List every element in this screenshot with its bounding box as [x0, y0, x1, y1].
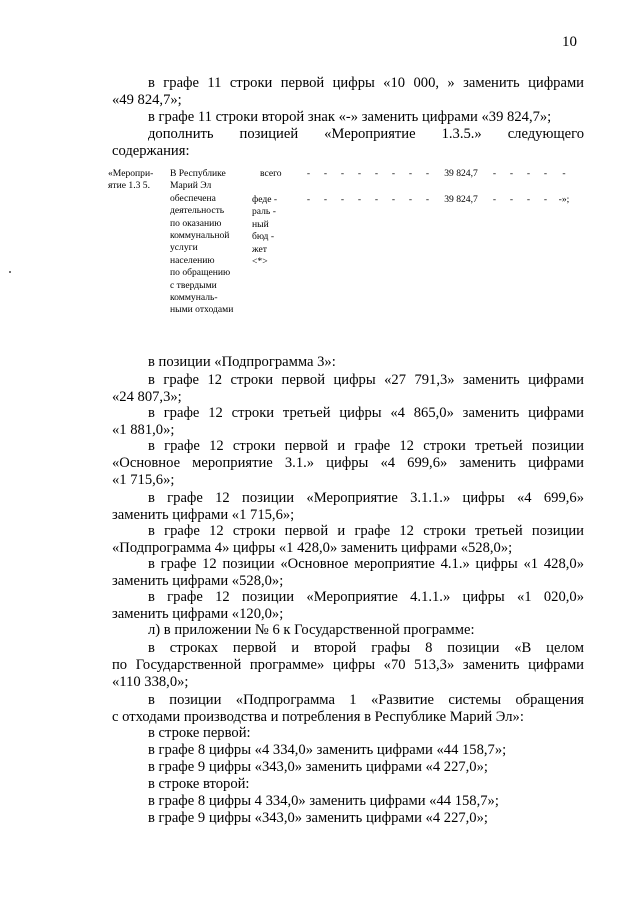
- paragraph-line: «Подпрограмма 4» цифры «1 428,0» заменить цифрами «528,0»;: [112, 540, 513, 556]
- paragraph-line: по Государственной программе» цифры «70 513,3» заменить цифрами: [112, 657, 584, 673]
- paragraph: [112, 640, 584, 691]
- table-cell-line: ятие 1.3 5.: [108, 180, 150, 192]
- table-cell-line: <*>: [252, 256, 268, 268]
- table-cell-line: деятельность: [170, 205, 225, 217]
- table-value-cell: -: [526, 168, 531, 179]
- paragraph-line: «1 715,6»;: [112, 472, 175, 488]
- paragraph: [112, 405, 584, 439]
- paragraph-line: в позиции «Подпрограмма 3»:: [148, 354, 336, 370]
- paragraph: [112, 776, 584, 793]
- paragraph: [112, 490, 584, 524]
- paragraph-line: заменить цифрами «528,0»;: [112, 573, 284, 589]
- paragraph: [112, 523, 584, 557]
- table-cell-line: Марий Эл: [170, 180, 212, 192]
- scan-dot: [9, 271, 11, 273]
- paragraph: [112, 589, 584, 623]
- paragraph-line: в позиции «Подпрограмма 1 «Развитие системы обращения: [148, 692, 584, 708]
- paragraph: [112, 372, 584, 406]
- table-cell-line: ными отходами: [170, 304, 234, 316]
- table-cell-line: по обращению: [170, 267, 231, 279]
- paragraph-line: в графе 8 цифры 4 334,0» заменить цифрами «44 158,7»;: [148, 793, 499, 809]
- table-value-cell: -: [562, 168, 566, 179]
- table-cell-line: жет: [252, 243, 267, 255]
- table-value-cell: -: [408, 168, 413, 179]
- table-cell-line: ный: [252, 218, 269, 230]
- table-value-cell: -: [374, 168, 379, 179]
- intro-line-3b: содержания:: [112, 143, 190, 159]
- table-cell-line: населению: [170, 254, 215, 266]
- paragraph: [112, 438, 584, 489]
- table-value-cell: -: [543, 168, 548, 179]
- table-value-cell: -: [374, 194, 379, 205]
- table-value-cell: -: [391, 168, 396, 179]
- table-value-cell: -: [509, 194, 514, 205]
- paragraph-line: в графе 12 строки третьей цифры «4 865,0» заменить цифрами: [148, 405, 584, 421]
- paragraph-line: «1 881,0»;: [112, 422, 175, 438]
- table-cell-line: с твердыми: [170, 279, 217, 291]
- paragraph: [112, 556, 584, 590]
- table-value-cell: -: [340, 194, 345, 205]
- paragraph-line: в графе 12 позиции «Мероприятие 4.1.1.» цифры «1 020,0»: [148, 589, 584, 605]
- intro-block: [112, 75, 584, 160]
- table-cell-line: обеспечена: [170, 192, 216, 204]
- table-value-cell: -: [357, 168, 362, 179]
- paragraph: [112, 742, 584, 759]
- paragraph-line: в графе 9 цифры «343,0» заменить цифрами «4 227,0»;: [148, 759, 488, 775]
- table-value-cell: 39 824,7: [444, 194, 478, 205]
- paragraph-line: в графе 12 строки первой и графе 12 строки третьей позиции: [148, 438, 584, 454]
- paragraph-line: в графе 12 строки первой цифры «27 791,3» заменить цифрами: [148, 372, 584, 388]
- intro-line-2: в графе 11 строки второй знак «-» заменить цифрами «39 824,7»;: [148, 109, 552, 125]
- table-cell-line: раль -: [252, 206, 276, 218]
- table-value-cell: -: [357, 194, 362, 205]
- paragraph: [112, 692, 584, 726]
- table-cell-line: услуги: [170, 242, 198, 254]
- table-value-cell: -: [509, 168, 514, 179]
- table-value-cell: 39 824,7: [444, 168, 478, 179]
- table-value-cell: -: [492, 168, 497, 179]
- table-value-cell: -»;: [558, 194, 570, 205]
- paragraph-line: в строках первой и второй графы 8 позиции «В целом: [148, 640, 584, 656]
- paragraph-line: в графе 12 строки первой и графе 12 строки третьей позиции: [148, 523, 584, 539]
- table-cell-line: коммуналь-: [170, 292, 218, 304]
- table-col-description: [170, 168, 250, 317]
- table-value-cell: -: [306, 194, 311, 205]
- table-value-cell: -: [340, 168, 345, 179]
- table-row2-values: [300, 194, 574, 205]
- table-row1-label: всего: [260, 168, 282, 179]
- table-value-cell: -: [425, 194, 430, 205]
- table-value-cell: -: [391, 194, 396, 205]
- table-value-cell: -: [492, 194, 497, 205]
- table-cell-line: коммунальной: [170, 230, 230, 242]
- page-number: 10: [562, 34, 577, 50]
- table-cell-line: феде -: [252, 194, 278, 205]
- table-value-cell: -: [323, 168, 328, 179]
- paragraph-line: с отходами производства и потребления в Республике Марий Эл»:: [112, 709, 524, 725]
- paragraph-line: «Основное мероприятие 3.1.» цифры «4 699,6» заменить цифрами: [112, 455, 584, 471]
- table-col-event: [108, 168, 166, 193]
- table-row1-values: [300, 168, 574, 179]
- table-cell-line: «Меропри-: [108, 168, 154, 179]
- paragraph-line: «110 338,0»;: [112, 674, 189, 690]
- intro-line-1: в графе 11 строки первой цифры «10 000, » заменить цифрами: [148, 75, 584, 91]
- paragraph-line: в строке второй:: [148, 776, 250, 792]
- paragraph-line: в строке первой:: [148, 725, 251, 741]
- paragraph: [112, 354, 584, 371]
- paragraph: [112, 622, 584, 639]
- table-cell-line: бюд -: [252, 231, 275, 243]
- table-value-cell: -: [425, 168, 430, 179]
- table-row2-label: [252, 194, 292, 268]
- paragraph-line: в графе 9 цифры «343,0» заменить цифрами «4 227,0»;: [148, 810, 488, 826]
- paragraph: [112, 725, 584, 742]
- table-value-cell: -: [323, 194, 328, 205]
- paragraph-line: в графе 8 цифры «4 334,0» заменить цифрами «44 158,7»;: [148, 742, 507, 758]
- intro-line-3: дополнить позицией «Мероприятие 1.3.5.» следующего: [148, 126, 584, 142]
- paragraph-line: «24 807,3»;: [112, 389, 182, 405]
- paragraph-line: в графе 12 позиции «Мероприятие 3.1.1.» цифры «4 699,6»: [148, 490, 584, 506]
- paragraph-line: в графе 12 позиции «Основное мероприятие 4.1.» цифры «1 428,0»: [148, 556, 584, 572]
- paragraph: [112, 810, 584, 827]
- paragraph-line: л) в приложении № 6 к Государственной программе:: [148, 622, 475, 638]
- table-value-cell: -: [526, 194, 531, 205]
- paragraph-line: заменить цифрами «1 715,6»;: [112, 507, 295, 523]
- table-value-cell: -: [543, 194, 548, 205]
- table-cell-line: по оказанию: [170, 217, 222, 229]
- paragraph-line: заменить цифрами «120,0»;: [112, 606, 284, 622]
- table-cell-line: В Республике: [170, 168, 226, 179]
- paragraph: [112, 759, 584, 776]
- table-value-cell: -: [306, 168, 311, 179]
- paragraph: [112, 793, 584, 810]
- intro-line-1b: «49 824,7»;: [112, 92, 182, 108]
- table-value-cell: -: [408, 194, 413, 205]
